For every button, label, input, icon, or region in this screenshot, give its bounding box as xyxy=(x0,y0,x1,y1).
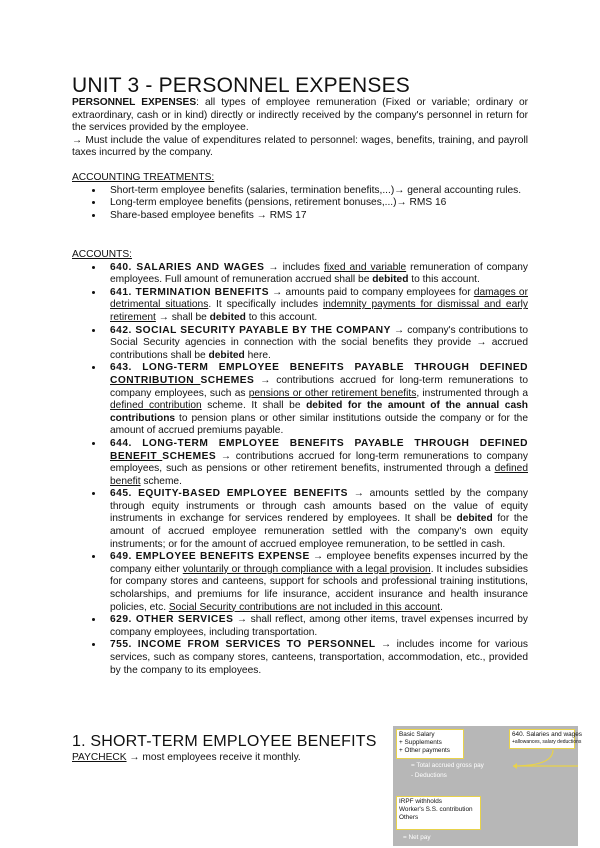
intro-section xyxy=(72,97,528,160)
paycheck-line: PAYCHECK → most employees receive it monthly. xyxy=(72,752,301,763)
treatment-item: • Short-term employee benefits (salaries, termination benefits,...)→ general accounting rules. xyxy=(104,185,528,198)
salaries-account-note: +allowances, salary deductions xyxy=(512,739,582,745)
account-645: • 645. EQUITY-BASED EMPLOYEE BENEFITS → amounts settled by the company through equity instruments or through cash amounts based on the value of equity instruments in exchange for services rendered by employees. It shall be debited for the amount of accrued employee remuneration settled with the company's own equity instruments; or for the amount of accrued employee remuneration, to be settled in cash. xyxy=(104,488,528,551)
arrow-head xyxy=(513,763,517,769)
paycheck-diagram xyxy=(393,726,582,846)
page-title: UNIT 3 - PERSONNEL EXPENSES xyxy=(72,74,410,97)
account-643: • 643. LONG-TERM EMPLOYEE BENEFITS PAYABLE THROUGH DEFINED CONTRIBUTION SCHEMES → contributions accrued for long-term remunerations to company employees, such as pensions or other retirement benefits, instrumented through a defined contribution scheme. It shall be debited for the amount of the annual cash contributions to pension plans or other similar institutions outside the company or for the amount of accrued premiums payable. xyxy=(104,362,528,438)
account-649: • 649. EMPLOYEE BENEFITS EXPENSE → employee benefits expenses incurred by the company either voluntarily or through compliance with a legal provision. It includes subsidies for company stores and canteens, support for schools and professional training institutions, scholarships, and premiums for life insurance, accident insurance and health insurance policies, etc. Social Security contributions are not included in this account. xyxy=(104,551,528,614)
accounts-list xyxy=(72,262,528,678)
treatments-heading: ACCOUNTING TREATMENTS: xyxy=(72,172,215,183)
account-644: • 644. LONG-TERM EMPLOYEE BENEFITS PAYABLE THROUGH DEFINED BENEFIT SCHEMES → contributions accrued for long-term remunerations to company employees, such as pensions or other retirement benefits, instrumented through a defined benefit scheme. xyxy=(104,438,528,488)
worker-ss: Worker's S.S. contribution xyxy=(399,806,473,813)
account-642: • 642. SOCIAL SECURITY PAYABLE BY THE COMPANY → company's contributions to Social Security agencies in connection with the social benefits they provide → accrued contributions shall be debited here. xyxy=(104,325,528,363)
salaries-account: 640. Salaries and wages xyxy=(512,731,582,738)
section-heading: 1. SHORT-TERM EMPLOYEE BENEFITS xyxy=(72,733,377,750)
account-641: • 641. TERMINATION BENEFITS → amounts paid to company employees for damages or detrimental situations. It specifically includes indemnity payments for dismissal and early retirement → shall be debited to this account. xyxy=(104,287,528,325)
irpf-withholds: IRPF withholds xyxy=(399,798,442,805)
arrow-curve xyxy=(513,750,553,766)
intro-term: PERSONNEL EXPENSES xyxy=(72,97,197,108)
treatments-section xyxy=(72,172,528,222)
total-gross-pay: = Total accrued gross pay xyxy=(411,762,484,769)
deductions-box xyxy=(396,796,481,830)
intro-note: → Must include the value of expenditures related to personnel: wages, benefits, training, and payroll taxes incurred by the company. xyxy=(72,134,528,159)
treatment-item: • Share-based employee benefits → RMS 17 xyxy=(104,210,528,223)
account-629: • 629. OTHER SERVICES → shall reflect, among other items, travel expenses incurred by company employees, including transportation. xyxy=(104,614,528,639)
treatments-list xyxy=(72,185,528,223)
others: Others xyxy=(399,814,419,821)
paycheck-label: PAYCHECK xyxy=(72,752,127,763)
treatment-item: • Long-term employee benefits (pensions, retirement bonuses,...)→ RMS 16 xyxy=(104,197,528,210)
net-pay: = Net pay xyxy=(403,834,431,841)
intro-definition: PERSONNEL EXPENSES: all types of employee remuneration (Fixed or variable; ordinary or extraordinary, cash or in kind) directly or indirectly received by the company's personnel in return for the services provided by the employee. xyxy=(72,97,529,134)
other-payments: + Other payments xyxy=(399,747,450,754)
deductions: - Deductions xyxy=(411,772,447,779)
account-640: • 640. SALARIES AND WAGES → includes fixed and variable remuneration of company employees. Full amount of remuneration accrued shall be debited to this account. xyxy=(104,262,528,287)
accounts-heading: ACCOUNTS: xyxy=(72,249,132,260)
basic-salary: Basic Salary xyxy=(399,731,435,738)
supplements: + Supplements xyxy=(399,739,442,746)
accounts-section xyxy=(72,249,528,677)
account-755: • 755. INCOME FROM SERVICES TO PERSONNEL → includes income for various services, such as company stores, canteens, transportation, accommodation, etc., provided by the company to its employees. xyxy=(104,639,528,677)
